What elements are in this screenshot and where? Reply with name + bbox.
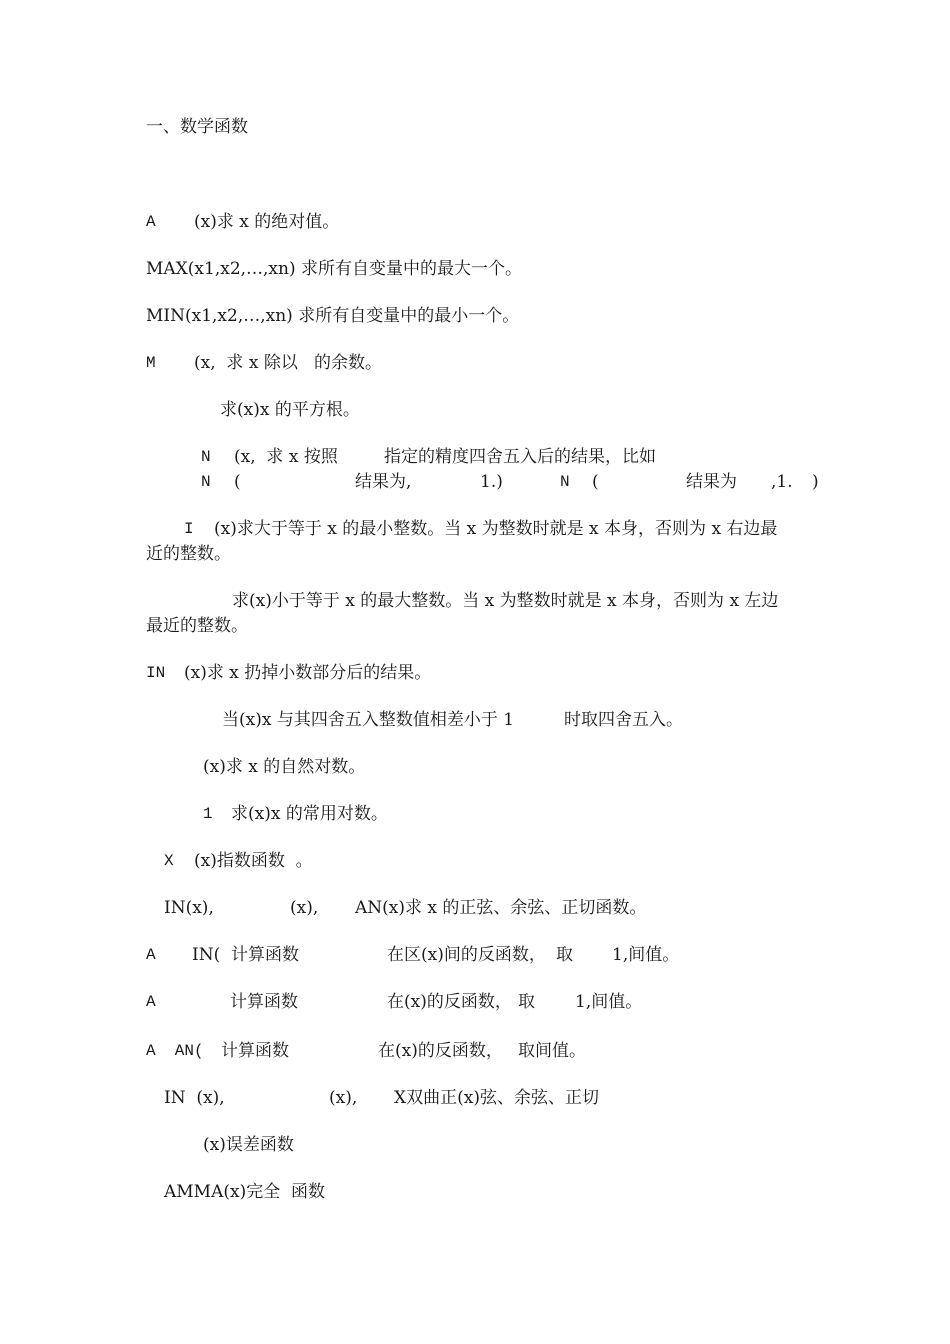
round-func-name: N (201, 448, 211, 466)
arcsin-desc-c: 取 (556, 945, 573, 965)
round-example-func-1: N (201, 473, 211, 491)
round-example-paren-1: ( (234, 472, 241, 492)
gamma-line: AMMA(x)完全 函数 (164, 1182, 326, 1202)
log-line: (x)求 x 的自然对数。 (203, 757, 366, 777)
arccos-desc-a: 计算函数 (230, 992, 298, 1012)
floor-desc: 求(x)小于等于 x 的最大整数。当 x 为整数时就是 x 本身，否则为 x 左边 (232, 591, 779, 611)
log10-desc: 求(x)x 的常用对数。 (231, 804, 388, 824)
fuzz-desc-b: 时取四舍五入。 (564, 710, 683, 730)
arcsin-desc-a: IN( 计算函数 (192, 945, 300, 965)
arcsin-desc-d: 1,间值。 (612, 945, 680, 965)
trig-tan-desc: AN(x)求 x 的正弦、余弦、正切函数。 (355, 898, 647, 918)
mod-desc: (x, 求 x 除以 的余数。 (194, 353, 383, 373)
hyper-cosh: (x), (329, 1088, 358, 1108)
min-line: MIN(x1,x2,…,xn) 求所有自变量中的最小一个。 (146, 306, 520, 326)
round-example-result-label-1: 结果为, (355, 472, 412, 492)
trig-cos: (x), (290, 898, 319, 918)
arcsin-func-name: A (146, 946, 156, 964)
fuzz-desc-a: 当(x)x 与其四舍五入整数值相差小于 1 (222, 710, 515, 730)
arctan-desc-c: 取间值。 (518, 1041, 586, 1061)
arctan-func-name: A AN( (146, 1042, 204, 1060)
round-example-close: ) (812, 472, 819, 492)
exp-func-name: X (164, 852, 174, 870)
arcsin-desc-b: 在区(x)间的反函数， (387, 945, 546, 965)
round-example-result-label-2: 结果为 (686, 472, 737, 492)
round-example-result-2: ,1. (771, 472, 793, 492)
floor-desc-cont: 最近的整数。 (146, 616, 248, 636)
sqrt-line: 求(x)x 的平方根。 (220, 400, 360, 420)
int-func-name: IN (146, 664, 166, 682)
ceil-desc-cont: 近的整数。 (146, 544, 231, 564)
erf-line: (x)误差函数 (203, 1135, 294, 1155)
abs-func-name: A (146, 213, 156, 231)
arccos-desc-b: 在(x)的反函数， (387, 992, 512, 1012)
abs-desc: (x)求 x 的绝对值。 (194, 212, 340, 232)
section-heading: 一、数学函数 (146, 117, 248, 137)
max-line: MAX(x1,x2,…,xn) 求所有自变量中的最大一个。 (146, 259, 523, 279)
mod-func-name: M (146, 354, 156, 372)
int-desc: (x)求 x 扔掉小数部分后的结果。 (184, 663, 432, 683)
round-example-paren-2: ( (592, 472, 599, 492)
round-desc-a: (x, 求 x 按照 (234, 447, 338, 467)
arctan-desc-a: 计算函数 (221, 1041, 289, 1061)
exp-desc: (x)指数函数 。 (194, 851, 313, 871)
trig-sin: IN(x), (164, 898, 214, 918)
hyper-sinh: IN (x), (164, 1088, 225, 1108)
arccos-func-name: A (146, 993, 156, 1011)
ceil-func-name: I (184, 520, 194, 538)
arctan-desc-b: 在(x)的反函数， (378, 1041, 503, 1061)
round-example-func-2: N (560, 473, 570, 491)
log10-func-name: 1 (203, 805, 213, 823)
round-example-result-1: 1.) (480, 472, 503, 492)
ceil-desc: (x)求大于等于 x 的最小整数。当 x 为整数时就是 x 本身，否则为 x 右边最 (214, 519, 778, 539)
hyper-desc: X双曲正(x)弦、余弦、正切 (394, 1088, 599, 1108)
arccos-desc-d: 1,间值。 (575, 992, 643, 1012)
round-desc-b: 指定的精度四舍五入后的结果，比如 (384, 447, 656, 467)
arccos-desc-c: 取 (518, 992, 535, 1012)
